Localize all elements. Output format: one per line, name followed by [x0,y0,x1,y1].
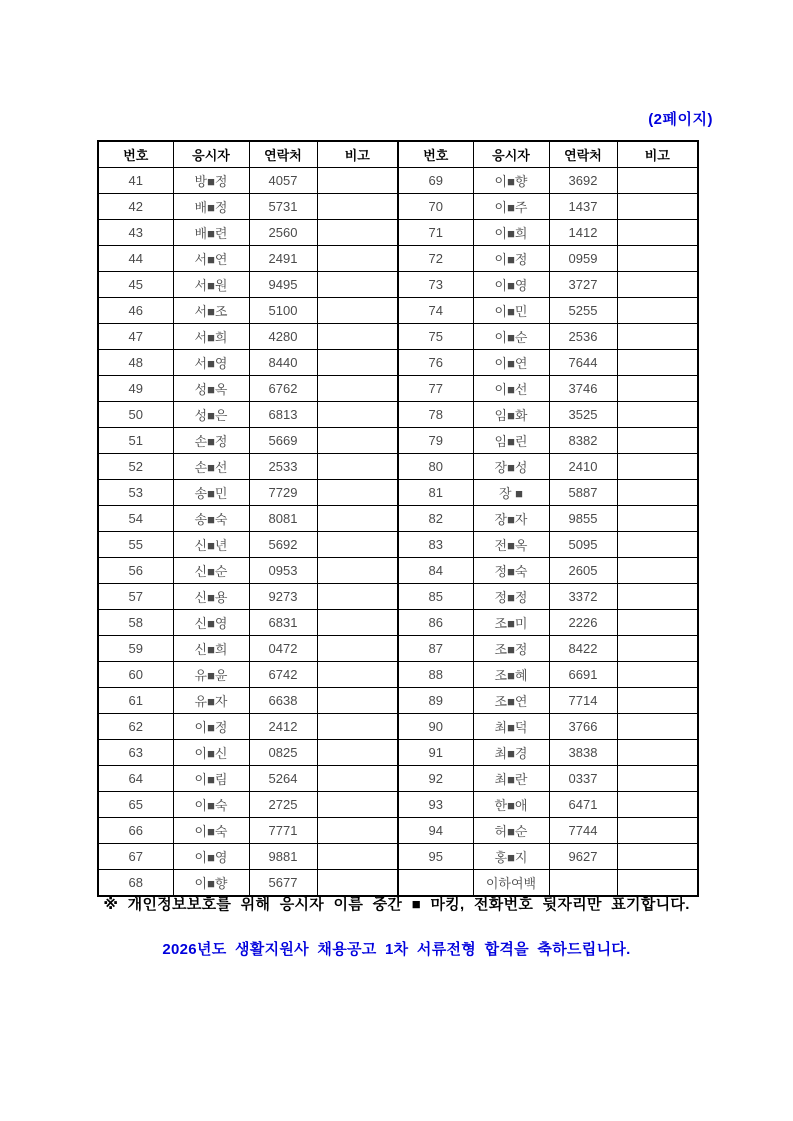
cell-applicant-right: 조■미 [473,610,549,636]
cell-number-left: 59 [98,636,173,662]
cell-contact-left: 2725 [249,792,317,818]
cell-note-right [617,792,698,818]
cell-note-right [617,532,698,558]
cell-number-right: 92 [398,766,473,792]
cell-applicant-right: 조■혜 [473,662,549,688]
cell-contact-right: 2605 [549,558,617,584]
cell-number-left: 46 [98,298,173,324]
cell-number-left: 41 [98,168,173,194]
table-row [98,298,698,324]
column-header-contact-right: 연락처 [549,141,617,168]
cell-contact-left: 2560 [249,220,317,246]
cell-number-left: 55 [98,532,173,558]
cell-note-right [617,168,698,194]
cell-number-right: 94 [398,818,473,844]
cell-contact-left: 7729 [249,480,317,506]
cell-applicant-left: 송■숙 [173,506,249,532]
privacy-note: ※ 개인정보보호를 위해 응시자 이름 중간 ■ 마킹, 전화번호 뒷자리만 표기합니다. [103,896,690,913]
cell-contact-right: 3838 [549,740,617,766]
cell-applicant-left: 이■향 [173,870,249,897]
table-row [98,766,698,792]
cell-contact-right: 0959 [549,246,617,272]
cell-applicant-right: 이■정 [473,246,549,272]
table-row [98,584,698,610]
cell-note-right [617,662,698,688]
table-row [98,246,698,272]
cell-note-left [317,480,398,506]
cell-number-left: 57 [98,584,173,610]
column-header-applicant-right: 응시자 [473,141,549,168]
cell-applicant-right: 최■덕 [473,714,549,740]
cell-number-right: 76 [398,350,473,376]
cell-contact-left: 0825 [249,740,317,766]
cell-contact-right: 3525 [549,402,617,428]
cell-applicant-right: 이■향 [473,168,549,194]
cell-note-right [617,376,698,402]
cell-applicant-right: 장■성 [473,454,549,480]
cell-note-right [617,246,698,272]
cell-applicant-right: 한■애 [473,792,549,818]
cell-note-left [317,298,398,324]
table-row [98,272,698,298]
cell-number-right: 72 [398,246,473,272]
cell-note-left [317,792,398,818]
cell-applicant-right: 정■정 [473,584,549,610]
applicant-table-body [98,168,698,897]
cell-number-left: 47 [98,324,173,350]
cell-note-right [617,324,698,350]
cell-note-left [317,714,398,740]
cell-contact-right: 1412 [549,220,617,246]
cell-applicant-right: 이하여백 [473,870,549,897]
page-number-marker: (2페이지) [648,111,713,128]
congrats-message: 2026년도 생활지원사 채용공고 1차 서류전형 합격을 축하드립니다. [162,941,631,958]
cell-contact-right: 3766 [549,714,617,740]
cell-number-left: 67 [98,844,173,870]
cell-applicant-right: 장 ■ [473,480,549,506]
cell-number-right: 69 [398,168,473,194]
cell-note-right [617,402,698,428]
cell-note-right [617,714,698,740]
cell-contact-left: 8440 [249,350,317,376]
cell-contact-right: 2226 [549,610,617,636]
cell-contact-left: 6813 [249,402,317,428]
table-row [98,480,698,506]
cell-note-right [617,636,698,662]
cell-note-right [617,350,698,376]
cell-applicant-left: 서■연 [173,246,249,272]
cell-number-right: 95 [398,844,473,870]
cell-applicant-left: 이■숙 [173,818,249,844]
cell-number-left: 68 [98,870,173,897]
cell-number-left: 54 [98,506,173,532]
cell-number-right: 88 [398,662,473,688]
cell-applicant-right: 이■영 [473,272,549,298]
cell-applicant-left: 서■원 [173,272,249,298]
cell-applicant-left: 신■년 [173,532,249,558]
cell-number-right: 75 [398,324,473,350]
cell-contact-left: 5731 [249,194,317,220]
cell-contact-right: 0337 [549,766,617,792]
cell-contact-left: 6831 [249,610,317,636]
cell-contact-left: 6638 [249,688,317,714]
cell-applicant-right: 장■자 [473,506,549,532]
cell-number-left: 51 [98,428,173,454]
cell-number-left: 58 [98,610,173,636]
cell-note-right [617,610,698,636]
cell-applicant-right: 이■주 [473,194,549,220]
cell-note-left [317,766,398,792]
cell-number-right: 74 [398,298,473,324]
cell-note-left [317,532,398,558]
cell-contact-right: 8422 [549,636,617,662]
cell-number-right: 70 [398,194,473,220]
cell-contact-left: 9881 [249,844,317,870]
cell-applicant-right: 최■란 [473,766,549,792]
cell-applicant-right: 이■선 [473,376,549,402]
cell-number-right: 91 [398,740,473,766]
table-row [98,220,698,246]
cell-contact-right: 2410 [549,454,617,480]
cell-applicant-left: 성■은 [173,402,249,428]
cell-applicant-right: 임■화 [473,402,549,428]
cell-contact-left: 9495 [249,272,317,298]
cell-number-right: 93 [398,792,473,818]
cell-applicant-right: 전■옥 [473,532,549,558]
cell-note-left [317,740,398,766]
cell-applicant-right: 홍■지 [473,844,549,870]
cell-applicant-right: 최■경 [473,740,549,766]
cell-number-left: 53 [98,480,173,506]
cell-number-left: 43 [98,220,173,246]
cell-applicant-right: 이■희 [473,220,549,246]
cell-contact-right: 7644 [549,350,617,376]
cell-applicant-right: 임■린 [473,428,549,454]
cell-applicant-left: 이■신 [173,740,249,766]
cell-contact-right: 6691 [549,662,617,688]
cell-contact-left: 2412 [249,714,317,740]
column-header-contact-left: 연락처 [249,141,317,168]
table-row [98,350,698,376]
column-header-note-right: 비고 [617,141,698,168]
cell-applicant-left: 유■자 [173,688,249,714]
cell-note-left [317,454,398,480]
table-row [98,740,698,766]
cell-applicant-left: 유■윤 [173,662,249,688]
cell-contact-right: 3372 [549,584,617,610]
cell-applicant-left: 배■련 [173,220,249,246]
cell-contact-right: 7714 [549,688,617,714]
cell-applicant-left: 서■희 [173,324,249,350]
cell-note-left [317,246,398,272]
cell-applicant-left: 이■림 [173,766,249,792]
cell-contact-right: 6471 [549,792,617,818]
cell-contact-right: 3692 [549,168,617,194]
cell-contact-left: 2491 [249,246,317,272]
cell-note-right [617,506,698,532]
cell-contact-right: 9627 [549,844,617,870]
cell-number-right: 89 [398,688,473,714]
cell-number-left: 49 [98,376,173,402]
table-row [98,792,698,818]
cell-contact-left: 6762 [249,376,317,402]
cell-applicant-left: 신■순 [173,558,249,584]
cell-applicant-left: 서■영 [173,350,249,376]
cell-applicant-left: 성■옥 [173,376,249,402]
cell-applicant-left: 이■영 [173,844,249,870]
column-header-number-right: 번호 [398,141,473,168]
cell-applicant-right: 이■민 [473,298,549,324]
cell-contact-left: 4280 [249,324,317,350]
cell-contact-left: 9273 [249,584,317,610]
cell-note-right [617,558,698,584]
cell-applicant-right: 이■순 [473,324,549,350]
cell-note-right [617,844,698,870]
cell-note-left [317,376,398,402]
cell-contact-left: 7771 [249,818,317,844]
cell-note-left [317,428,398,454]
cell-contact-right: 3727 [549,272,617,298]
cell-applicant-right: 조■정 [473,636,549,662]
cell-note-left [317,636,398,662]
cell-applicant-right: 조■연 [473,688,549,714]
cell-contact-right: 3746 [549,376,617,402]
cell-contact-right: 1437 [549,194,617,220]
table-row [98,818,698,844]
cell-note-right [617,428,698,454]
cell-number-left: 62 [98,714,173,740]
cell-applicant-right: 정■숙 [473,558,549,584]
table-row [98,844,698,870]
table-row [98,402,698,428]
cell-contact-left: 0953 [249,558,317,584]
cell-applicant-left: 신■희 [173,636,249,662]
cell-note-right [617,688,698,714]
cell-number-right: 80 [398,454,473,480]
cell-number-left: 45 [98,272,173,298]
cell-applicant-left: 손■선 [173,454,249,480]
cell-note-left [317,402,398,428]
cell-note-right [617,454,698,480]
cell-number-left: 65 [98,792,173,818]
applicant-table-header [98,141,698,168]
table-row [98,454,698,480]
table-row [98,324,698,350]
cell-number-left: 42 [98,194,173,220]
table-row [98,194,698,220]
table-row [98,558,698,584]
cell-applicant-left: 신■영 [173,610,249,636]
cell-contact-left: 6742 [249,662,317,688]
cell-note-left [317,324,398,350]
cell-number-right: 83 [398,532,473,558]
cell-number-left: 52 [98,454,173,480]
cell-contact-right: 5095 [549,532,617,558]
cell-note-left [317,350,398,376]
header-row [98,141,698,168]
cell-note-left [317,844,398,870]
cell-number-right: 84 [398,558,473,584]
table-row [98,506,698,532]
cell-note-right [617,220,698,246]
cell-number-left: 66 [98,818,173,844]
table-row [98,688,698,714]
cell-number-left: 63 [98,740,173,766]
table-row [98,714,698,740]
cell-number-right: 90 [398,714,473,740]
cell-note-right [617,272,698,298]
applicant-table [97,140,699,897]
cell-applicant-left: 서■조 [173,298,249,324]
table-row [98,662,698,688]
cell-contact-left: 5677 [249,870,317,897]
column-header-applicant-left: 응시자 [173,141,249,168]
cell-number-right: 71 [398,220,473,246]
cell-number-right: 81 [398,480,473,506]
cell-contact-left: 5264 [249,766,317,792]
cell-note-right [617,194,698,220]
cell-number-left: 56 [98,558,173,584]
cell-number-right: 79 [398,428,473,454]
cell-number-left: 61 [98,688,173,714]
cell-note-left [317,558,398,584]
cell-number-right: 85 [398,584,473,610]
cell-contact-right: 9855 [549,506,617,532]
cell-contact-left: 5692 [249,532,317,558]
column-header-note-left: 비고 [317,141,398,168]
table-row [98,168,698,194]
cell-contact-right: 5255 [549,298,617,324]
table-row [98,610,698,636]
cell-number-left: 60 [98,662,173,688]
cell-contact-right: 7744 [549,818,617,844]
cell-contact-right: 5887 [549,480,617,506]
cell-number-left: 64 [98,766,173,792]
cell-applicant-left: 이■정 [173,714,249,740]
table-row [98,376,698,402]
cell-contact-left: 5669 [249,428,317,454]
cell-contact-left: 4057 [249,168,317,194]
cell-note-left [317,220,398,246]
cell-note-left [317,506,398,532]
cell-note-right [617,298,698,324]
cell-note-left [317,610,398,636]
cell-note-left [317,168,398,194]
cell-note-left [317,688,398,714]
table-row [98,428,698,454]
cell-number-right: 86 [398,610,473,636]
cell-note-left [317,194,398,220]
cell-number-left: 44 [98,246,173,272]
cell-note-right [617,584,698,610]
cell-note-left [317,818,398,844]
table-row [98,532,698,558]
cell-note-right [617,480,698,506]
cell-number-right: 82 [398,506,473,532]
cell-contact-left: 5100 [249,298,317,324]
cell-number-left: 50 [98,402,173,428]
cell-contact-right: 8382 [549,428,617,454]
cell-contact-left: 2533 [249,454,317,480]
cell-applicant-right: 허■순 [473,818,549,844]
cell-note-right [617,740,698,766]
cell-applicant-right: 이■연 [473,350,549,376]
cell-number-right: 77 [398,376,473,402]
cell-applicant-left: 손■정 [173,428,249,454]
table-row [98,636,698,662]
cell-note-left [317,272,398,298]
cell-applicant-left: 신■용 [173,584,249,610]
cell-number-right: 78 [398,402,473,428]
cell-applicant-left: 배■정 [173,194,249,220]
cell-note-left [317,662,398,688]
cell-number-right: 87 [398,636,473,662]
cell-note-left [317,584,398,610]
cell-applicant-left: 송■민 [173,480,249,506]
cell-contact-right: 2536 [549,324,617,350]
cell-applicant-left: 이■숙 [173,792,249,818]
cell-applicant-left: 방■정 [173,168,249,194]
cell-contact-left: 8081 [249,506,317,532]
cell-note-right [617,818,698,844]
cell-number-right: 73 [398,272,473,298]
column-header-number-left: 번호 [98,141,173,168]
cell-note-right [617,766,698,792]
cell-contact-left: 0472 [249,636,317,662]
cell-number-left: 48 [98,350,173,376]
